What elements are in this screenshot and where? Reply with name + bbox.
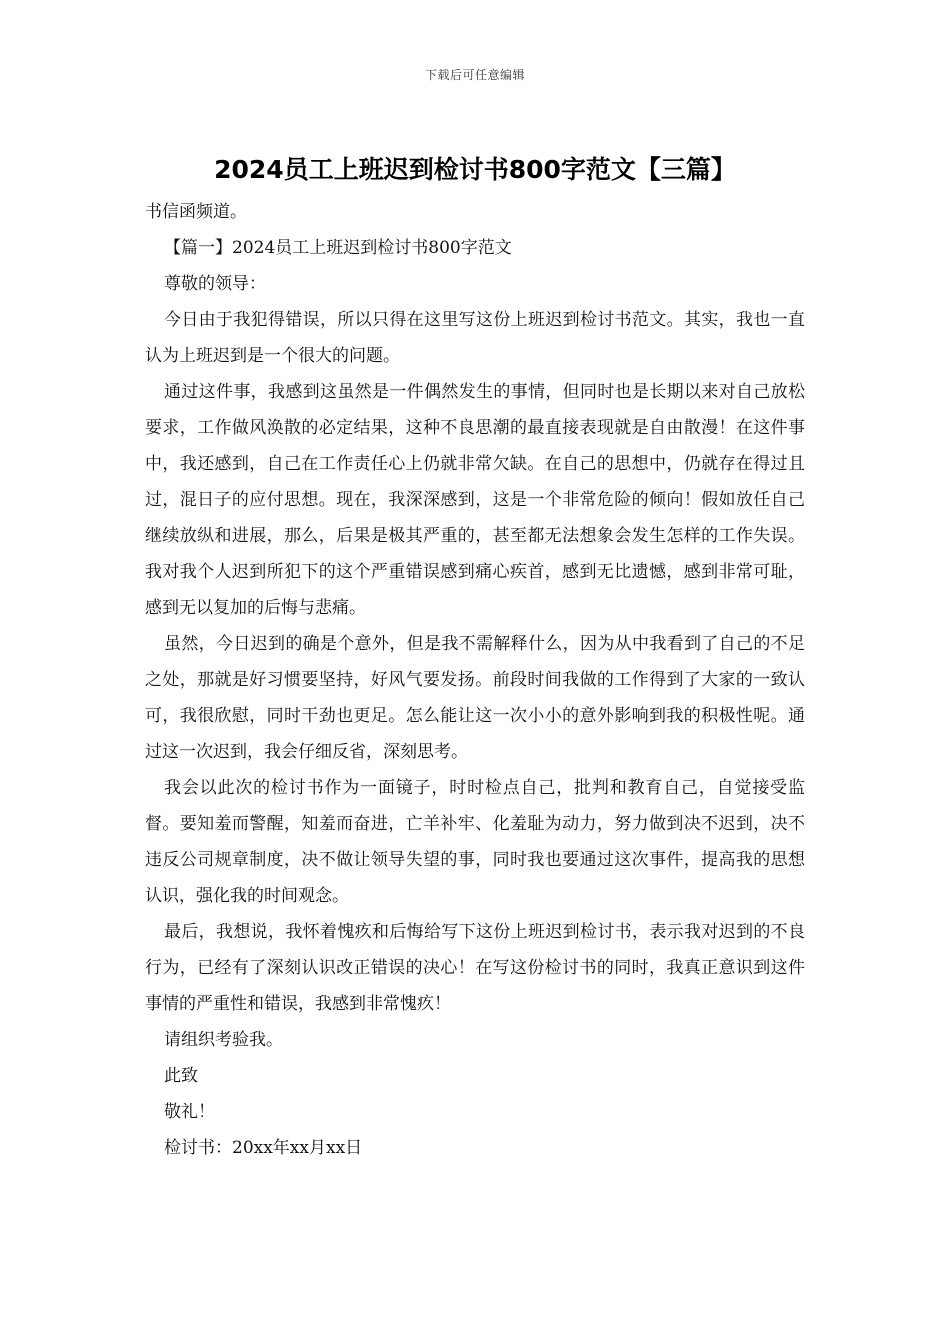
section-heading: 【篇一】2024员工上班迟到检讨书800字范文 [164, 238, 512, 258]
document-title: 2024员工上班迟到检讨书800字范文【三篇】 [214, 155, 736, 184]
paragraph-5: 最后，我想说，我怀着愧疚和后悔给写下这份上班迟到检讨书，表示我对迟到的不良行为，已经有了深刻认识改正错误的决心！在写这份检讨书的同时，我真正意识到这件事情的严重性和错误，我感到非常愧疚！ [145, 922, 805, 1014]
intro-line: 书信函频道。 [145, 202, 247, 222]
closing-request: 请组织考验我。 [164, 1030, 283, 1050]
paragraph-1: 今日由于我犯得错误，所以只得在这里写这份上班迟到检讨书范文。其实，我也一直认为上班迟到是一个很大的问题。 [145, 310, 805, 366]
paragraph-3: 虽然，今日迟到的确是个意外，但是我不需解释什么，因为从中我看到了自己的不足之处，那就是好习惯要坚持，好风气要发扬。前段时间我做的工作得到了大家的一致认可，我很欣慰，同时干劲也更足。怎么能让这一次小小的意外影响到我的积极性呢。通过这一次迟到，我会仔细反省，深刻思考。 [145, 634, 805, 762]
paragraph-4: 我会以此次的检讨书作为一面镜子，时时检点自己，批判和教育自己，自觉接受监督。要知羞而警醒，知羞而奋进，亡羊补牢、化羞耻为动力，努力做到决不迟到，决不违反公司规章制度，决不做让领导失望的事，同时我也要通过这次事件，提高我的思想认识，强化我的时间观念。 [145, 778, 805, 906]
document-body [145, 194, 805, 1166]
closing-regards-2: 敬礼！ [164, 1102, 215, 1122]
header-note: 下载后可任意编辑 [424, 68, 525, 82]
salutation: 尊敬的领导： [164, 274, 266, 294]
closing-regards-1: 此致 [164, 1066, 198, 1086]
paragraph-2: 通过这件事，我感到这虽然是一件偶然发生的事情，但同时也是长期以来对自己放松要求，工作做风涣散的必定结果，这种不良思潮的最直接表现就是自由散漫！在这件事中，我还感到，自己在工作责任心上仍就非常欠缺。在自己的思想中，仍就存在得过且过，混日子的应付思想。现在，我深深感到，这是一个非常危险的倾向！假如放任自己继续放纵和进展，那么，后果是极其严重的，甚至都无法想象会发生怎样的工作失误。我对我个人迟到所犯下的这个严重错误感到痛心疾首，感到无比遗憾，感到非常可耻，感到无以复加的后悔与悲痛。 [145, 382, 805, 618]
signature-date: 检讨书：20xx年xx月xx日 [164, 1138, 363, 1158]
